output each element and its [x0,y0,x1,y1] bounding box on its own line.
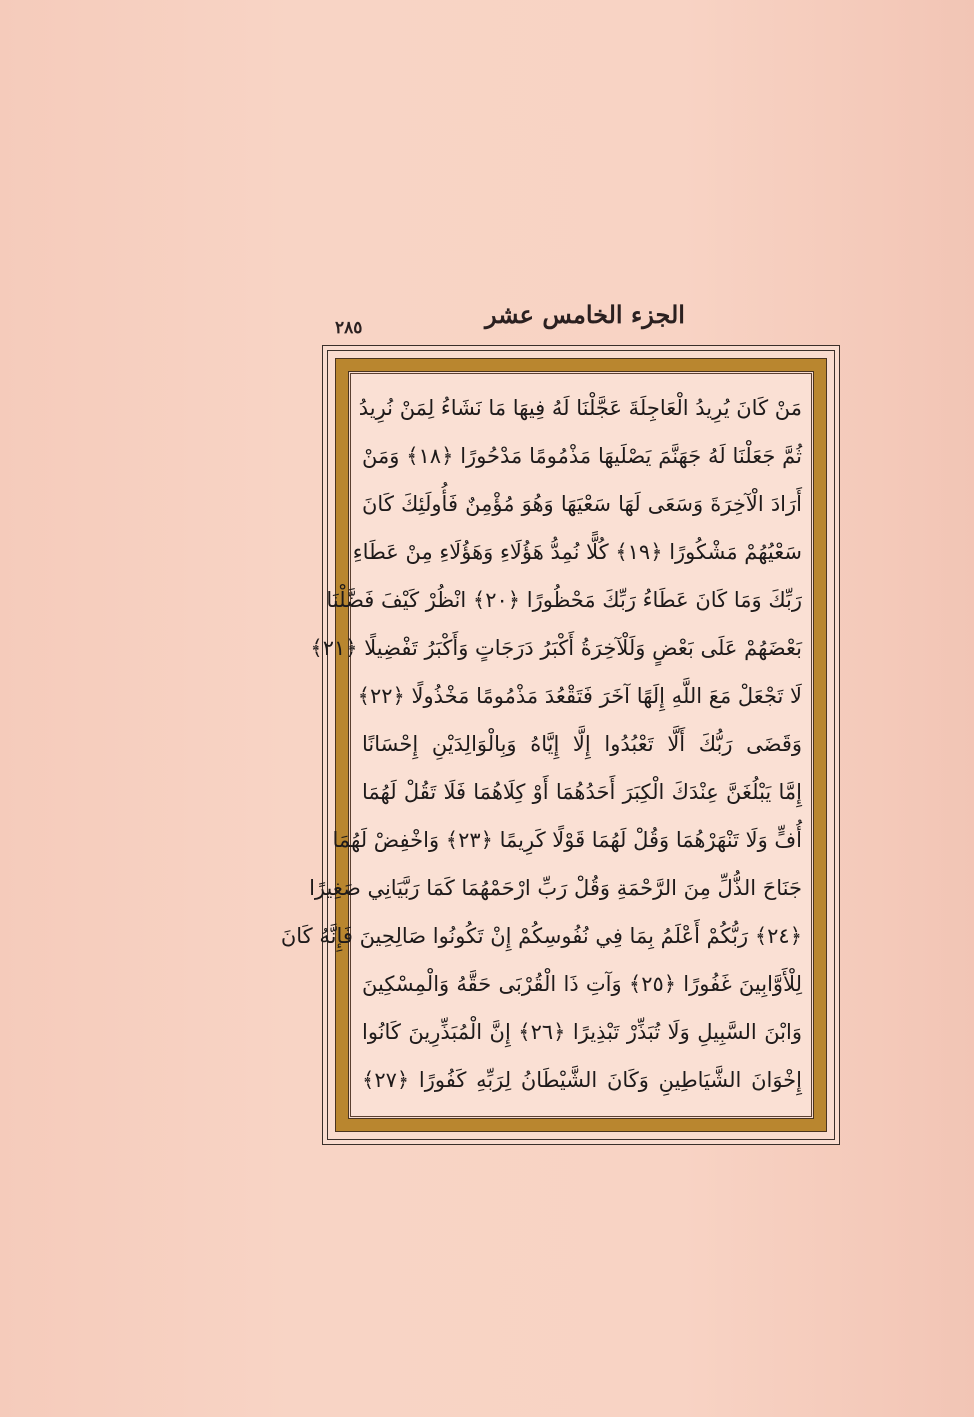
verse-line-1: مَنْ كَانَ يُرِيدُ الْعَاجِلَةَ عَجَّلْنَا لَهُ فِيهَا مَا نَشَاءُ لِمَنْ نُرِيدُ [358,396,802,420]
verse-line-4: سَعْيُهُمْ مَشْكُورًا ﴿١٩﴾ كُلًّا نُمِدُّ هَؤُلَاءِ وَهَؤُلَاءِ مِنْ عَطَاءِ [352,540,802,564]
verse-lines [280,388,803,1118]
verse-line-9: إِمَّا يَبْلُغَنَّ عِنْدَكَ الْكِبَرَ أَحَدُهُمَا أَوْ كِلَاهُمَا فَلَا تَقُلْ لَهُمَا [362,780,802,804]
juz-header: الجزء الخامس عشر [485,300,685,329]
page-number: ٢٨٥ [335,318,363,338]
verse-line-5: رَبِّكَ وَمَا كَانَ عَطَاءُ رَبِّكَ مَحْظُورًا ﴿٢٠﴾ انْظُرْ كَيْفَ فَضَّلْنَا [326,588,802,612]
verse-line-12: ﴿٢٤﴾ رَبُّكُمْ أَعْلَمُ بِمَا فِي نُفُوسِكُمْ إِنْ تَكُونُوا صَالِحِينَ فَإِنَّهُ كَانَ [280,924,802,948]
verse-line-10: أُفٍّ وَلَا تَنْهَرْهُمَا وَقُلْ لَهُمَا قَوْلًا كَرِيمًا ﴿٢٣﴾ وَاخْفِضْ لَهُمَا [332,828,802,852]
verse-line-11: جَنَاحَ الذُّلِّ مِنَ الرَّحْمَةِ وَقُلْ رَبِّ ارْحَمْهُمَا كَمَا رَبَّيَانِي صَغِيرًا [309,876,802,900]
verse-line-13: لِلْأَوَّابِينَ غَفُورًا ﴿٢٥﴾ وَآتِ ذَا الْقُرْبَى حَقَّهُ وَالْمِسْكِينَ [362,972,803,996]
verse-line-8: وَقَضَى رَبُّكَ أَلَّا تَعْبُدُوا إِلَّا إِيَّاهُ وَبِالْوَالِدَيْنِ إِحْسَانًا [362,732,802,756]
verse-line-14: وَابْنَ السَّبِيلِ وَلَا تُبَذِّرْ تَبْذِيرًا ﴿٢٦﴾ إِنَّ الْمُبَذِّرِينَ كَانُوا [362,1020,802,1044]
verse-line-2: ثُمَّ جَعَلْنَا لَهُ جَهَنَّمَ يَصْلَيهَا مَذْمُومًا مَدْحُورًا ﴿١٨﴾ وَمَنْ [362,444,802,468]
verse-line-3: أَرَادَ الْآخِرَةَ وَسَعَى لَهَا سَعْيَهَا وَهُوَ مُؤْمِنٌ فَأُولَئِكَ كَانَ [362,492,802,516]
verse-line-15: إِخْوَانَ الشَّيَاطِينِ وَكَانَ الشَّيْطَانُ لِرَبِّهِ كَفُورًا ﴿٢٧﴾ [362,1068,802,1092]
verse-line-6: بَعْضَهُمْ عَلَى بَعْضٍ وَلَلْآخِرَةُ أَكْبَرُ دَرَجَاتٍ وَأَكْبَرُ تَفْضِيلًا ﴿٢١﴾ [310,636,802,660]
verse-line-7: لَا تَجْعَلْ مَعَ اللَّهِ إِلَهًا آخَرَ فَتَقْعُدَ مَذْمُومًا مَخْذُولًا ﴿٢٢﴾ [357,684,802,708]
